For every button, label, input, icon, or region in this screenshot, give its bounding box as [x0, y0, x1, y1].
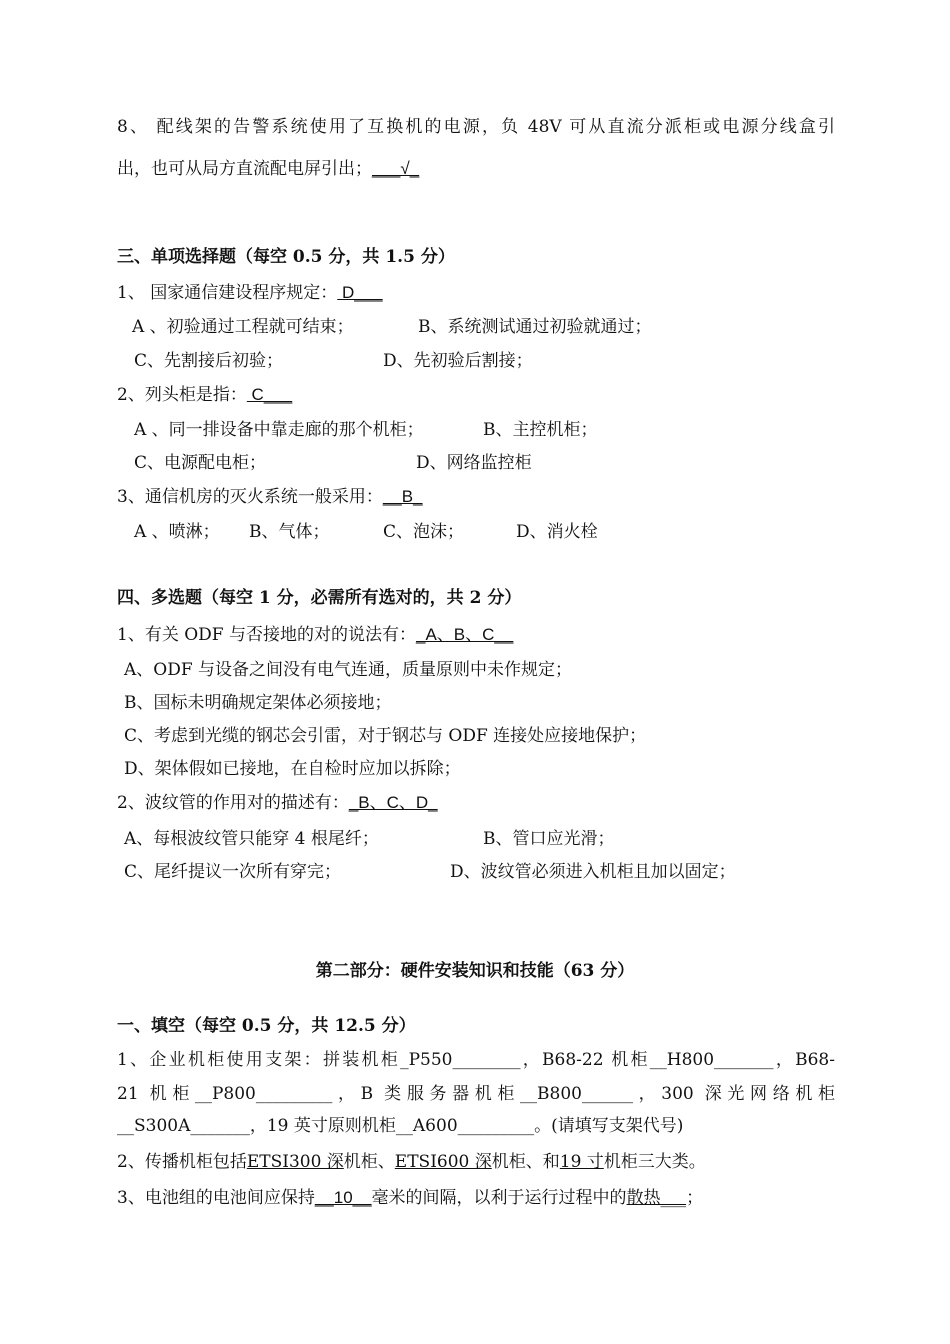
section-4-title: 四、多选题（每空 1 分，必需所有选对的，共 2 分） — [117, 588, 522, 608]
s3-q2-option-b: B、主控机柜； — [483, 420, 598, 440]
p2-q3-text-c: ； — [686, 1188, 704, 1208]
s3-q2-text: 2、列头柜是指： — [117, 385, 247, 405]
p2-q1-line-1: 1、企业机柜使用支架：拼装机柜_P550________，B68-22 机柜__H800_______，B68- — [117, 1050, 835, 1070]
s3-q1-option-d: D、先初验后割接； — [383, 351, 533, 371]
s4-q1 — [117, 623, 513, 647]
q8-text: 出，也可从局方直流配电屏引出； — [117, 159, 372, 179]
s3-q1-text: 1、 国家通信建设程序规定： — [117, 283, 338, 303]
s4-q2 — [117, 791, 438, 815]
s4-q2-option-d: D、波纹管必须进入机柜且加以固定； — [450, 862, 736, 882]
s4-q1-option-c: C、考虑到光缆的钢芯会引雷，对于钢芯与 ODF 连接处应接地保护； — [124, 726, 647, 746]
p2-q3-answer-1: __10__ — [314, 1188, 372, 1207]
p2-q1-line-3: __S300A_______，19 英寸原则机柜__A600_________。(请填写支架代号) — [117, 1116, 684, 1136]
s3-q1-option-c: C、先割接后初验； — [134, 351, 284, 371]
p2-q3-answer-2: 散热___ — [626, 1188, 687, 1208]
part-2-title: 第二部分：硬件安装知识和技能（63 分） — [315, 961, 635, 981]
s3-q3-answer: __B_ — [382, 487, 423, 506]
section-3-title: 三、单项选择题（每空 0.5 分，共 1.5 分） — [117, 247, 455, 267]
q8-line-1: 8、 配线架的告警系统使用了互换机的电源，负 48V 可从直流分派柜或电源分线盒引 — [117, 117, 835, 137]
s4-q1-option-d: D、架体假如已接地，在自检时应加以拆除； — [124, 759, 461, 779]
p2-q2-text-b: 机柜、 — [343, 1152, 395, 1172]
s3-q2-option-a: A 、同一排设备中靠走廊的那个机柜； — [134, 420, 424, 440]
s3-q1-option-a: A 、初验通过工程就可结束； — [132, 317, 354, 337]
s3-q2-option-c: C、电源配电柜； — [134, 453, 267, 473]
s3-q2-option-d: D、网络监控柜 — [416, 453, 532, 473]
s3-q3 — [117, 485, 423, 509]
s4-q1-answer: _A、B、C__ — [416, 625, 514, 644]
p2-q1-line-2: 21 机柜__P800_________，B 类服务器机柜__B800______，300 深光网络机柜 — [117, 1084, 835, 1104]
q8-line-2 — [117, 157, 419, 181]
s3-q1-answer: D___ — [337, 283, 383, 302]
s3-q2 — [117, 383, 292, 407]
p2-q3-text-b: 毫米的间隔，以利于运行过程中的 — [371, 1188, 627, 1208]
q8-answer: ___√_ — [372, 159, 420, 178]
p2-q2-text-c: 机柜、和 — [491, 1152, 560, 1172]
p2-q2 — [117, 1150, 706, 1174]
s4-q2-answer: _B、C、D_ — [348, 793, 438, 812]
s4-q2-text: 2、波纹管的作用对的描述有： — [117, 793, 349, 813]
p2-q2-answer-3: 19 寸 — [559, 1152, 604, 1172]
p2-q2-text-d: 机柜三大类。 — [603, 1152, 706, 1172]
p2-q2-text-a: 2、传播机柜包括 — [117, 1152, 247, 1172]
p2-q3-text-a: 3、电池组的电池间应保持 — [117, 1188, 315, 1208]
s3-q2-answer: C___ — [246, 385, 293, 404]
s4-q1-option-b: B、国标未明确规定架体必须接地； — [124, 693, 392, 713]
s3-q3-option-c: C、泡沫； — [383, 522, 465, 542]
s4-q1-option-a: A、ODF 与设备之间没有电气连通，质量原则中未作规定； — [124, 660, 573, 680]
p2-q3 — [117, 1186, 703, 1210]
p2-q2-answer-2: ETSI600 深 — [394, 1152, 492, 1172]
s4-q1-text: 1、有关 ODF 与否接地的对的说法有： — [117, 625, 416, 645]
s4-q2-option-b: B、管口应光滑； — [483, 829, 615, 849]
s3-q3-text: 3、通信机房的灭火系统一般采用： — [117, 487, 383, 507]
s3-q3-option-b: B、气体； — [249, 522, 330, 542]
p2-q2-answer-1: ETSI300 深 — [246, 1152, 344, 1172]
s4-q2-option-c: C、尾纤提议一次所有穿完； — [124, 862, 342, 882]
s3-q3-option-d: D、消火栓 — [516, 522, 598, 542]
s3-q1 — [117, 281, 383, 305]
part-2-section-1-title: 一、填空（每空 0.5 分，共 12.5 分） — [117, 1016, 416, 1036]
s3-q1-option-b: B、系统测试通过初验就通过； — [418, 317, 652, 337]
s3-q3-option-a: A 、喷淋； — [134, 522, 220, 542]
s4-q2-option-a: A、每根波纹管只能穿 4 根尾纤； — [124, 829, 379, 849]
